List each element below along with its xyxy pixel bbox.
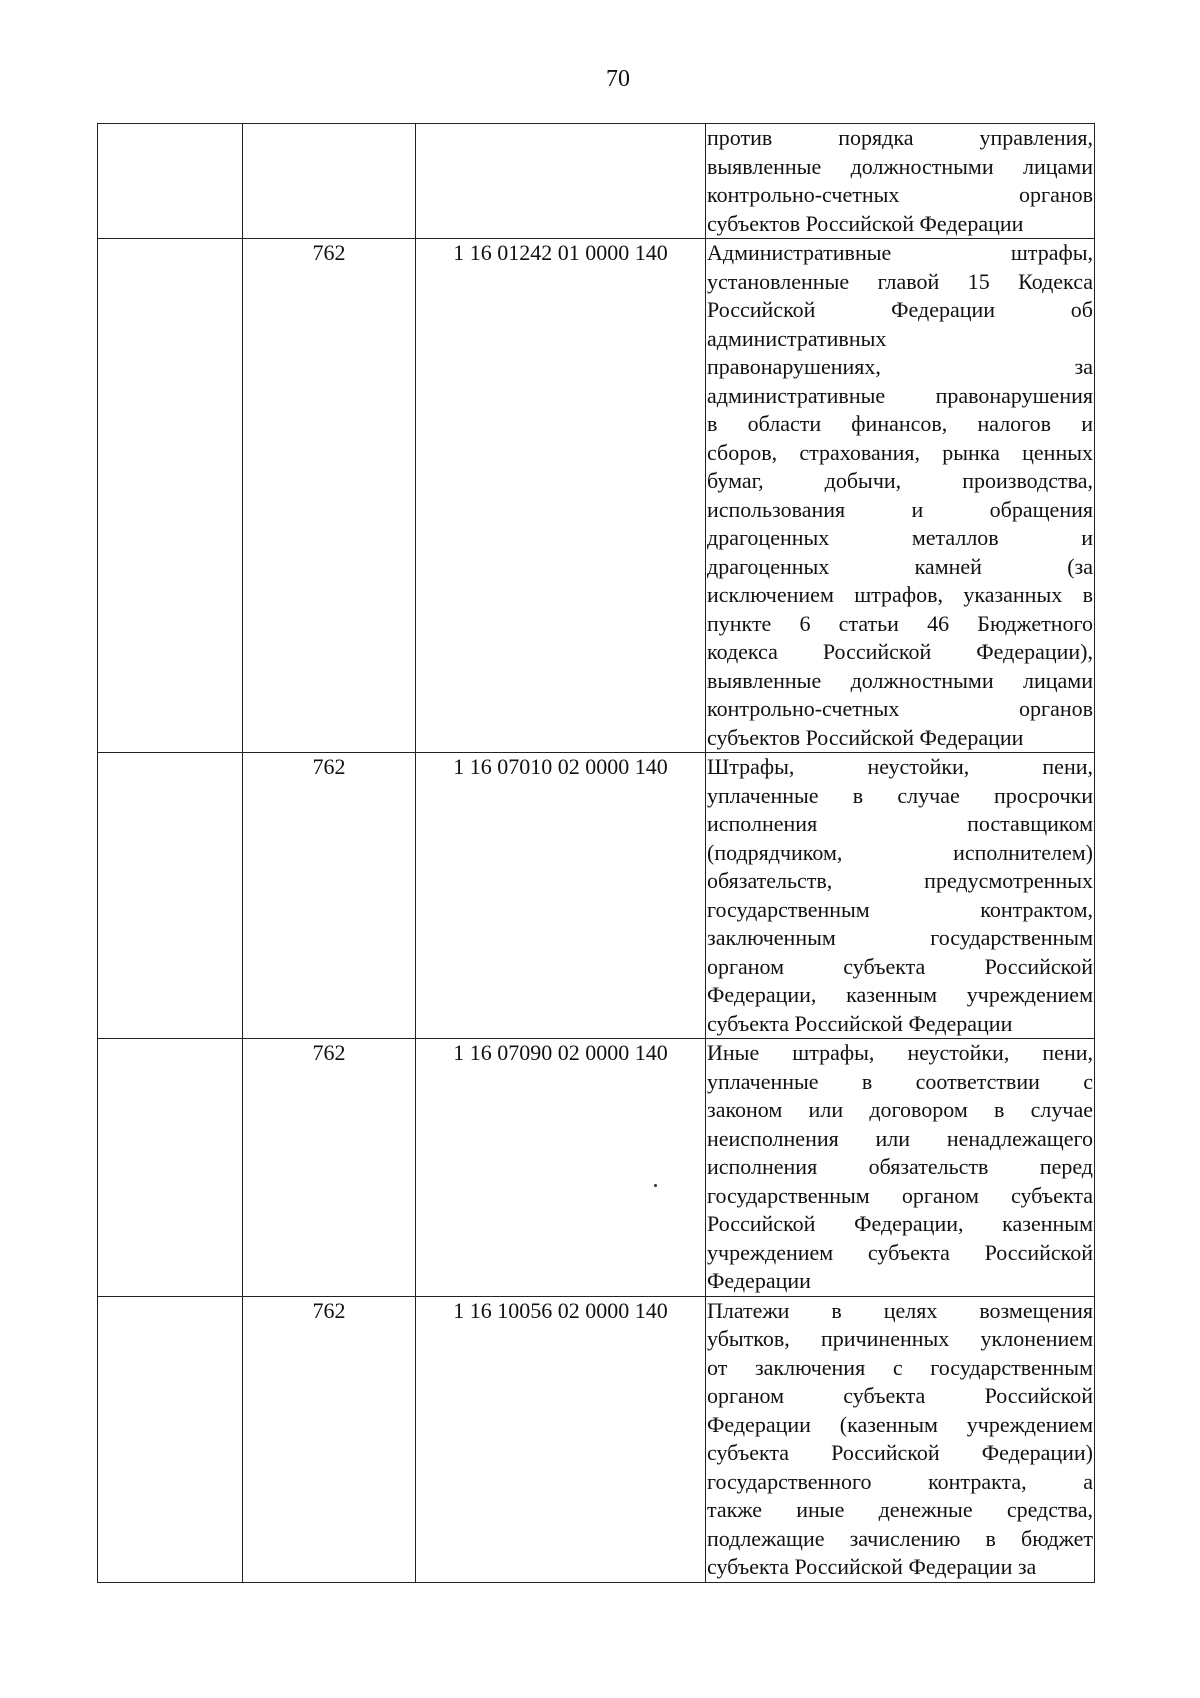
- description-line: убытков, причиненных уклонением: [707, 1326, 1093, 1351]
- budget-classification-code-cell: 1 16 01242 01 0000 140: [416, 239, 706, 753]
- description-line: Штрафы, неустойки, пени,: [707, 754, 1093, 779]
- description-line: бумаг, добычи, производства,: [707, 468, 1093, 493]
- description-line: Федерации (казенным учреждением: [707, 1411, 1093, 1437]
- description-line: уплаченные в случае просрочки: [707, 782, 1093, 808]
- budget-classification-code-cell: 1 16 07010 02 0000 140: [416, 753, 706, 1039]
- administrator-code-cell: [243, 124, 416, 239]
- description-line: от заключения с государственным: [707, 1354, 1093, 1380]
- table-row: [98, 124, 1095, 239]
- table-row: [98, 753, 1095, 1039]
- blank-cell: [98, 753, 243, 1039]
- description-line: Российской Федерации, казенным: [707, 1211, 1093, 1236]
- description-line: исполнения обязательств перед: [707, 1154, 1093, 1179]
- description-line: контрольно-счетных органов: [707, 182, 1093, 207]
- description-line: уплаченные в соответствии с: [707, 1068, 1093, 1094]
- description-line: Иные штрафы, неустойки, пени,: [707, 1040, 1093, 1065]
- description-line: органом субъекта Российской: [707, 1383, 1093, 1408]
- blank-cell: [98, 1296, 243, 1582]
- revenue-description-cell: [706, 753, 1095, 1039]
- description-line: обязательств, предусмотренных: [707, 868, 1093, 893]
- description-line: органом субъекта Российской: [707, 953, 1093, 979]
- revenue-description-cell: [706, 124, 1095, 239]
- budget-classification-code-cell: [416, 124, 706, 239]
- description-line: Российской Федерации об: [707, 297, 1093, 322]
- description-line: законом или договором в случае: [707, 1097, 1093, 1122]
- description-line: против порядка управления,: [707, 125, 1093, 150]
- scan-speck: [654, 1184, 657, 1187]
- description-line: государственным контрактом,: [707, 896, 1093, 922]
- description-line: выявленные должностными лицами: [707, 667, 1093, 693]
- administrator-code-cell: 762: [243, 239, 416, 753]
- budget-classification-code-cell: 1 16 07090 02 0000 140: [416, 1039, 706, 1297]
- description-line: субъектов Российской Федерации: [707, 724, 1024, 750]
- description-line: Административные штрафы,: [707, 240, 1093, 265]
- description-line: административные правонарушения: [707, 382, 1093, 408]
- budget-classification-code-cell: 1 16 10056 02 0000 140: [416, 1296, 706, 1582]
- page-number: 70: [606, 66, 630, 92]
- description-line: драгоценных камней (за: [707, 553, 1093, 579]
- administrator-code-cell: 762: [243, 753, 416, 1039]
- table-row: [98, 1039, 1095, 1297]
- description-line: неисполнения или ненадлежащего: [707, 1125, 1093, 1151]
- description-line: Платежи в целях возмещения: [707, 1297, 1093, 1323]
- description-line: использования и обращения: [707, 496, 1093, 522]
- description-line: сборов, страхования, рынка ценных: [707, 439, 1093, 465]
- description-line: пункте 6 статьи 46 Бюджетного: [707, 610, 1093, 636]
- description-line: в области финансов, налогов и: [707, 411, 1093, 436]
- description-line: субъекта Российской Федерации): [707, 1440, 1093, 1465]
- description-line: подлежащие зачислению в бюджет: [707, 1525, 1093, 1551]
- table-row: [98, 1296, 1095, 1582]
- description-line: исполнения поставщиком: [707, 811, 1093, 836]
- revenue-description-cell: [706, 1039, 1095, 1297]
- description-line: административных: [707, 325, 887, 351]
- description-line: учреждением субъекта Российской: [707, 1239, 1093, 1265]
- blank-cell: [98, 239, 243, 753]
- description-line: установленные главой 15 Кодекса: [707, 268, 1093, 294]
- description-line: государственным органом субъекта: [707, 1182, 1093, 1208]
- revenue-description-cell: [706, 239, 1095, 753]
- blank-cell: [98, 1039, 243, 1297]
- description-line: (подрядчиком, исполнителем): [707, 839, 1093, 865]
- description-line: государственного контракта, а: [707, 1468, 1093, 1494]
- description-line: субъектов Российской Федерации: [707, 210, 1024, 236]
- description-line: субъекта Российской Федерации: [707, 1010, 1013, 1036]
- description-line: контрольно-счетных органов: [707, 696, 1093, 721]
- description-line: заключенным государственным: [707, 925, 1093, 950]
- revenue-description-cell: [706, 1296, 1095, 1582]
- description-line: Федерации, казенным учреждением: [707, 982, 1093, 1007]
- administrator-code-cell: 762: [243, 1039, 416, 1297]
- blank-cell: [98, 124, 243, 239]
- description-line: кодекса Российской Федерации),: [707, 639, 1093, 664]
- description-line: исключением штрафов, указанных в: [707, 582, 1093, 607]
- description-line: субъекта Российской Федерации за: [707, 1554, 1037, 1579]
- table-row: [98, 239, 1095, 753]
- description-line: правонарушениях, за: [707, 354, 1093, 379]
- description-line: Федерации: [707, 1268, 811, 1293]
- description-line: также иные денежные средства,: [707, 1497, 1093, 1522]
- description-line: драгоценных металлов и: [707, 525, 1093, 550]
- administrator-code-cell: 762: [243, 1296, 416, 1582]
- table-body: [98, 124, 1095, 1583]
- budget-revenue-table: [97, 123, 1095, 1583]
- description-line: выявленные должностными лицами: [707, 153, 1093, 179]
